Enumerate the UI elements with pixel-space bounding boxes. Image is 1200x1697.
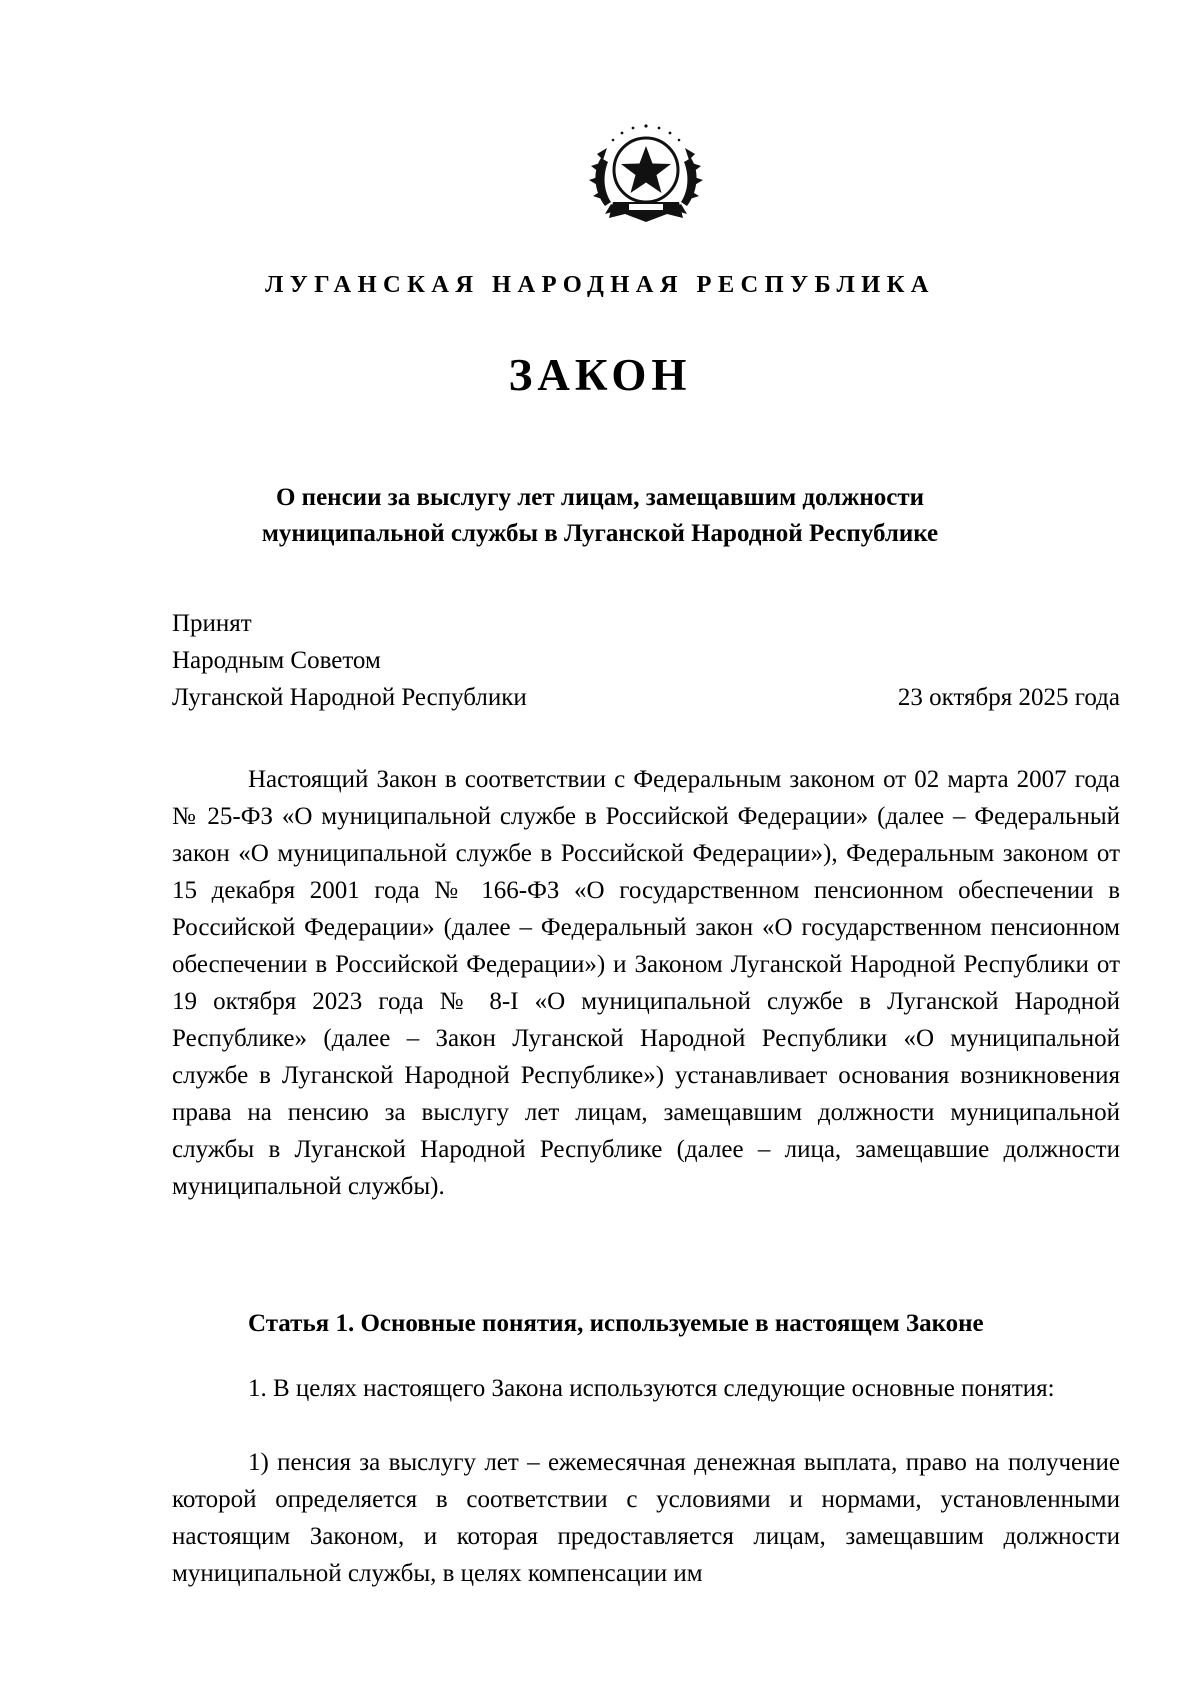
article-1-heading: Статья 1. Основные понятия, используемые в настоящем Законе: [248, 1310, 984, 1337]
law-title-line-1: О пенсии за выслугу лет лицам, замещавшим должности: [275, 484, 925, 511]
adopted-line-1: Принят: [172, 610, 252, 637]
preamble-paragraph: Настоящий Закон в соответствии с Федеральным законом от 02 марта 2007 года № 25-ФЗ «О муниципальной службе в Российской Федерации» (далее – Федеральный закон «О муниципальной службе в Российской Федерации»), Федеральным законом от 15 декабря 2001 года № 166-ФЗ «О государственном пенсионном обеспечении в Российской Федерации» (далее – Федеральный закон «О государственном пенсионном обеспечении в Российской Федерации») и Законом Луганской Народной Республики от 19 октября 2023 года № 8-I «О муниципальной службе в Луганской Народной Республике» (далее – Закон Луганской Народной Республики «О муниципальной службе в Луганской Народной Республике») устанавливает основания возникновения права на пенсию за выслугу лет лицам, замещавшим должности муниципальной службы в Луганской Народной Республике (далее – лица, замещавшие должности муниципальной службы).: [172, 766, 1120, 1200]
coat-of-arms-icon: [583, 118, 709, 228]
article-1-paragraph-2: 1) пенсия за выслугу лет – ежемесячная денежная выплата, право на получение которой определяется в соответствии с условиями и нормами, установленными настоящим Законом, и которая предоставляется лицам, замещавшим должности муниципальной службы, в целях компенсации им: [172, 1449, 1120, 1587]
adoption-block: [172, 605, 1120, 716]
document-type: ЗАКОН: [508, 350, 692, 400]
adopted-line-3: Луганской Народной Республики: [172, 684, 527, 711]
adopted-line-3-row: [172, 679, 1120, 716]
law-title-line-2: муниципальной службы в Луганской Народной Республике: [261, 520, 939, 547]
article-1-paragraph-1: 1. В целях настоящего Закона используются следующие основные понятия:: [248, 1375, 1055, 1402]
republic-name: ЛУГАНСКАЯ НАРОДНАЯ РЕСПУБЛИКА: [265, 271, 935, 298]
law-title: [150, 480, 1050, 552]
adoption-date: 23 октября 2025 года: [897, 684, 1120, 711]
adopted-line-2: Народным Советом: [172, 647, 381, 674]
